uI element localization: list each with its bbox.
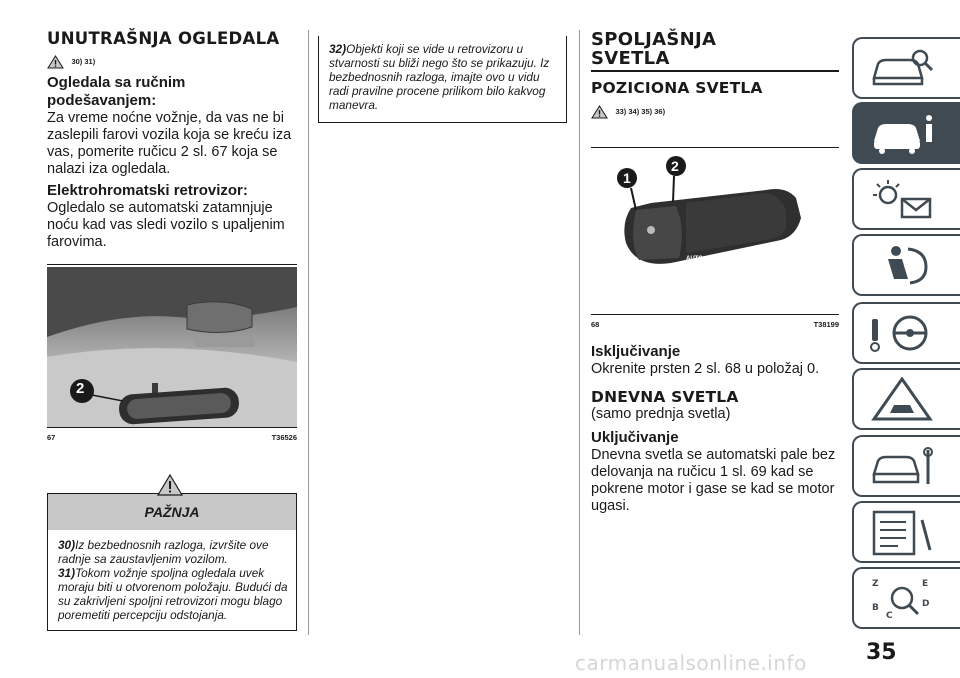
svg-text:B: B	[872, 603, 879, 613]
figure-code: T38199	[813, 320, 839, 329]
callout-2: 2	[671, 158, 679, 174]
specs-list-icon	[868, 510, 938, 556]
sidebar-tab-emergency[interactable]	[852, 368, 960, 430]
subsection-title: POZICIONA SVETLA	[591, 79, 763, 97]
subsection-title: Uključivanje	[591, 429, 679, 446]
figure-caption	[47, 428, 297, 442]
figure-number: 67	[47, 433, 56, 442]
warning-ref: 31)	[58, 566, 76, 580]
figure-number: 68	[591, 320, 600, 329]
warning-box-header	[48, 494, 296, 530]
warning-triangle-icon	[591, 105, 608, 119]
sidebar-tab-technical-data[interactable]	[852, 501, 960, 563]
figure-code: T36526	[271, 433, 297, 442]
sidebar-tab-safety[interactable]	[852, 234, 960, 296]
warning-item	[58, 566, 288, 622]
warning-heading: PAŽNJA	[144, 504, 200, 520]
column-divider	[579, 30, 580, 635]
paragraph: (samo prednja svetla)	[591, 406, 731, 422]
warning-text: Objekti koji se vide u retrovizoru u stvarnosti su bliži nego što se prikazuju. Iz bezbednosnih razloga, imajte ovo u vidu radi pravilne procene prilikom bilo kakvog manevra.	[329, 42, 550, 112]
subsection-title: Ogledala sa ručnim podešavanjem:	[47, 74, 186, 109]
light-stalk-figure	[591, 148, 839, 314]
warning-text: Iz bezbednosnih razloga, izvršite ove radnje sa zaustavljenim vozilom.	[58, 538, 269, 566]
airbag-person-icon	[868, 243, 938, 289]
svg-text:Z: Z	[872, 579, 879, 589]
car-service-tools-icon	[868, 444, 938, 490]
column-divider	[308, 30, 309, 635]
warning-box	[47, 493, 297, 631]
paragraph: Ogledalo se automatski zatamnjuje noću kad vas sledi vozilo s upaljenim farovima.	[47, 200, 285, 250]
warning-triangle-icon	[157, 474, 183, 496]
subsection-title: Isključivanje	[591, 343, 681, 360]
steering-key-icon	[868, 311, 938, 357]
mirror-photo	[47, 267, 297, 427]
warning-refs: 30) 31)	[71, 57, 96, 67]
paragraph: Okrenite prsten 2 sl. 68 u položaj 0.	[591, 361, 820, 377]
page-number: 35	[866, 640, 897, 665]
road-hazard-triangle-icon	[868, 377, 938, 423]
index-search-icon	[868, 576, 938, 622]
sidebar-tab-car-info[interactable]	[852, 102, 960, 164]
car-info-icon	[868, 111, 938, 157]
section-title-line: SVETLA	[591, 48, 670, 69]
warning-box-body	[48, 530, 296, 630]
section-title: UNUTRAŠNJA OGLEDALA	[47, 29, 280, 48]
sidebar-tab-car-search[interactable]	[852, 37, 960, 99]
callout-2: 2	[76, 380, 85, 397]
warning-refs: 33) 34) 35) 36)	[615, 107, 666, 117]
callout-1: 1	[623, 170, 631, 186]
car-search-icon	[868, 46, 938, 92]
subsection-title: Elektrohromatski retrovizor:	[47, 182, 248, 199]
light-stalk-illustration	[591, 148, 839, 314]
svg-text:E: E	[922, 579, 929, 589]
warning-triangle-icon	[47, 55, 64, 69]
subsection-title: DNEVNA SVETLA	[591, 388, 739, 406]
stalk-auto-label: AUTO	[686, 256, 703, 262]
figure-rule	[47, 264, 297, 265]
section-title-line: SPOLJAŠNJA	[591, 29, 717, 50]
title-underline	[591, 70, 839, 72]
column-exterior-lights	[591, 30, 839, 515]
refs-row	[591, 103, 839, 119]
warning-text: Tokom vožnje spoljna ogledala uvek moraju biti u otvorenom položaju. Budući da su zakrivljeni spoljni retrovizori mogu blago poremetiti percepciju odstojanja.	[58, 566, 288, 622]
warning-ref: 32)	[329, 42, 347, 56]
warning-ref: 30)	[58, 538, 76, 552]
column-interior-mirrors	[47, 30, 297, 631]
sidebar-tab-index[interactable]	[852, 567, 960, 629]
mirror-illustration	[47, 267, 297, 427]
refs-row	[47, 53, 297, 69]
sidebar-tab-starting-driving[interactable]	[852, 302, 960, 364]
sidebar-tab-maintenance[interactable]	[852, 435, 960, 497]
column-warning-continued	[318, 36, 567, 123]
section-title	[591, 30, 839, 68]
svg-text:C: C	[886, 611, 893, 621]
paragraph: Dnevna svetla se automatski pale bez delovanja na ručicu 1 sl. 69 kad se pokrene motor i gase se kad se motor ugasi.	[591, 447, 836, 514]
paragraph: Za vreme noćne vožnje, da vas ne bi zaslepili farovi vozila koja se kreću iza vas, pomerite ručicu 2 sl. 67 koja se nalazi iza ogledala.	[47, 110, 292, 177]
svg-text:D: D	[922, 599, 930, 609]
sidebar-tab-warning-lights[interactable]	[852, 168, 960, 230]
figure-caption	[591, 315, 839, 329]
warning-light-mail-icon	[868, 177, 938, 223]
warning-item	[58, 538, 288, 566]
watermark: carmanualsonline.info	[575, 651, 807, 675]
warning-box-continued	[318, 36, 567, 123]
